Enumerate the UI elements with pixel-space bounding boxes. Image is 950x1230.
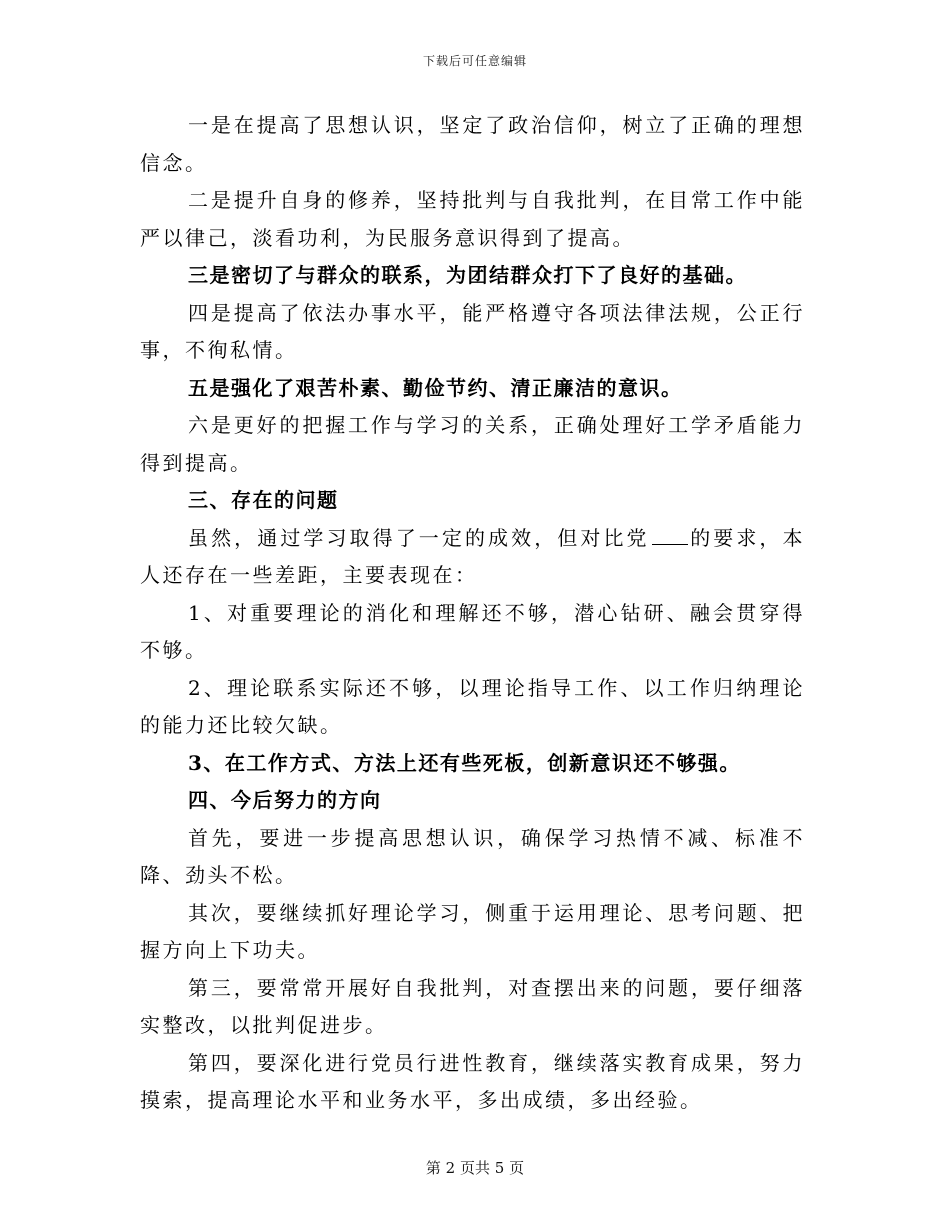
intro-text-before: 虽然，通过学习取得了一定的成效，但对比党 bbox=[188, 525, 650, 550]
section-heading-problems: 三、存在的问题 bbox=[188, 488, 339, 512]
page-header: 下载后可任意编辑 bbox=[422, 54, 527, 68]
paragraph-future-3: 第三，要常常开展好自我批判，对查摆出来的问题，要仔细落实整改，以批判促进步。 bbox=[140, 975, 805, 1037]
paragraph-achievement-5: 五是强化了艰苦朴素、勤俭节约、清正廉洁的意识。 bbox=[188, 375, 683, 400]
paragraph-achievement-2: 二是提升自身的修养，坚持批判与自我批判，在目常工作中能严以律己，淡看功利，为民服务意识得到了提高。 bbox=[140, 188, 805, 250]
fill-in-blank bbox=[652, 526, 688, 545]
paragraph-problem-1: 1、对重要理论的消化和理解还不够，潜心钻研、融会贯穿得不够。 bbox=[140, 600, 805, 662]
page-footer: 第 2 页共 5 页 bbox=[425, 1159, 525, 1177]
paragraph-achievement-4: 四是提高了依法办事水平，能严格遵守各项法律法规，公正行事，不徇私情。 bbox=[140, 300, 805, 362]
paragraph-future-4: 第四，要深化进行党员行进性教育，继续落实教育成果，努力摸索，提高理论水平和业务水平，多出成绩，多出经验。 bbox=[140, 1050, 805, 1112]
paragraph-achievement-3: 三是密切了与群众的联系，为团结群众打下了良好的基础。 bbox=[188, 263, 747, 287]
paragraph-future-1: 首先，要进一步提高思想认识，确保学习热情不减、标准不降、劲头不松。 bbox=[140, 825, 805, 887]
paragraph-problem-3: 3、在工作方式、方法上还有些死板，创新意识还不够强。 bbox=[188, 750, 741, 775]
section-heading-future: 四、今后努力的方向 bbox=[188, 788, 382, 812]
paragraph-problems-intro bbox=[140, 520, 805, 595]
document-body bbox=[140, 107, 805, 1120]
paragraph-achievement-6: 六是更好的把握工作与学习的关系，正确处理好工学矛盾能力得到提高。 bbox=[140, 413, 805, 475]
paragraph-problem-2: 2、理论联系实际还不够，以理论指导工作、以工作归纳理论的能力还比较欠缺。 bbox=[140, 675, 805, 737]
paragraph-achievement-1: 一是在提高了思想认识，坚定了政治信仰，树立了正确的理想信念。 bbox=[140, 113, 805, 175]
paragraph-future-2: 其次，要继续抓好理论学习，侧重于运用理论、思考问题、把握方向上下功夫。 bbox=[140, 900, 805, 962]
intro-text-after: 的要求，本人还存在一些差距，主要表现在： bbox=[140, 525, 806, 587]
